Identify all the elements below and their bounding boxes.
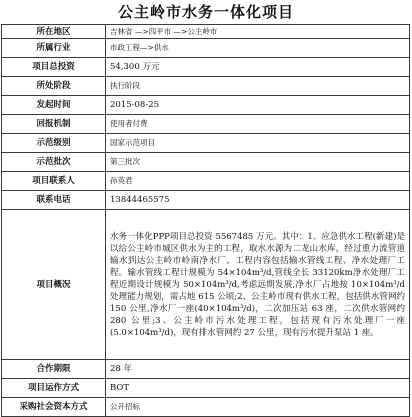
table-row — [2, 96, 410, 115]
value-demo-batch: 第三批次 — [106, 153, 410, 172]
table-row — [2, 115, 410, 134]
value-cooperation-period: 28 年 — [106, 360, 410, 379]
table-row — [2, 379, 410, 398]
table-row — [2, 25, 410, 39]
label-contact-phone: 联系电话 — [2, 191, 106, 210]
table-row — [2, 191, 410, 210]
label-stage: 所处阶段 — [2, 77, 106, 96]
value-return-mechanism: 使用者付费 — [106, 115, 410, 134]
table-row — [2, 77, 410, 96]
table-row — [2, 398, 410, 417]
value-stage: 执行阶段 — [106, 77, 410, 96]
value-total-investment: 54,300 万元 — [106, 58, 410, 77]
label-demo-batch: 示范批次 — [2, 153, 106, 172]
label-return-mechanism: 回报机制 — [2, 115, 106, 134]
table-row — [2, 210, 410, 360]
page-title: 公主岭市水务一体化项目 — [117, 3, 294, 21]
table-row — [2, 39, 410, 58]
value-contact-person: 孙英君 — [106, 172, 410, 191]
label-demo-level: 示范级别 — [2, 134, 106, 153]
value-launch-date: 2015-08-25 — [106, 96, 410, 115]
table-row — [2, 134, 410, 153]
label-operation-mode: 项目运作方式 — [2, 379, 106, 398]
table-row — [2, 172, 410, 191]
label-region: 所在地区 — [2, 25, 106, 39]
value-demo-level: 国家示范项目 — [106, 134, 410, 153]
value-project-overview: 水务一体化PPP项目总投资 5567485 万元。其中：1、应急供水工程(新建)是以给公主岭市城区供水为主的工程，取水水源为二龙山水库，经过重力流管道输水到达公主岭市岭南净水厂。工程内容包括输水管线工程、净水处理厂工程。输水管线工程计规模为 54×104m³/d,管线全长 33120km净水处理厂工程近期设计规模为 50×104m³/d,考虑远期发展,净水厂占地按 10×104m³/d 处理能力规划，需占地 615 公顷;2、公主岭市现有供水工程，包括供水管网约 150 公里,净水厂一座(40×104m³/d)，二次加压站 63 座，二次供水管网约 280 公里;3、公主岭市污水处理工程，包括现有污水处理厂一座(5.0×104m³/d)，现有排水管网约 27 公里，现有污水提升泵站 1 座。 — [106, 210, 410, 360]
value-region: 吉林省 —>四平市 —>公主岭市 — [106, 25, 410, 39]
label-procurement-method: 采购社会资本方式 — [2, 398, 106, 417]
value-procurement-method: 公开招标 — [106, 398, 410, 417]
table-row — [2, 360, 410, 379]
label-total-investment: 项目总投资 — [2, 58, 106, 77]
project-info-table — [1, 24, 410, 417]
label-cooperation-period: 合作期限 — [2, 360, 106, 379]
value-operation-mode: BOT — [106, 379, 410, 398]
table-row — [2, 58, 410, 77]
value-industry: 市政工程—>供水 — [106, 39, 410, 58]
label-launch-date: 发起时间 — [2, 96, 106, 115]
label-contact-person: 项目联系人 — [2, 172, 106, 191]
label-industry: 所属行业 — [2, 39, 106, 58]
value-contact-phone: 13844465575 — [106, 191, 410, 210]
table-row — [2, 153, 410, 172]
label-project-overview: 项目概况 — [2, 210, 106, 360]
